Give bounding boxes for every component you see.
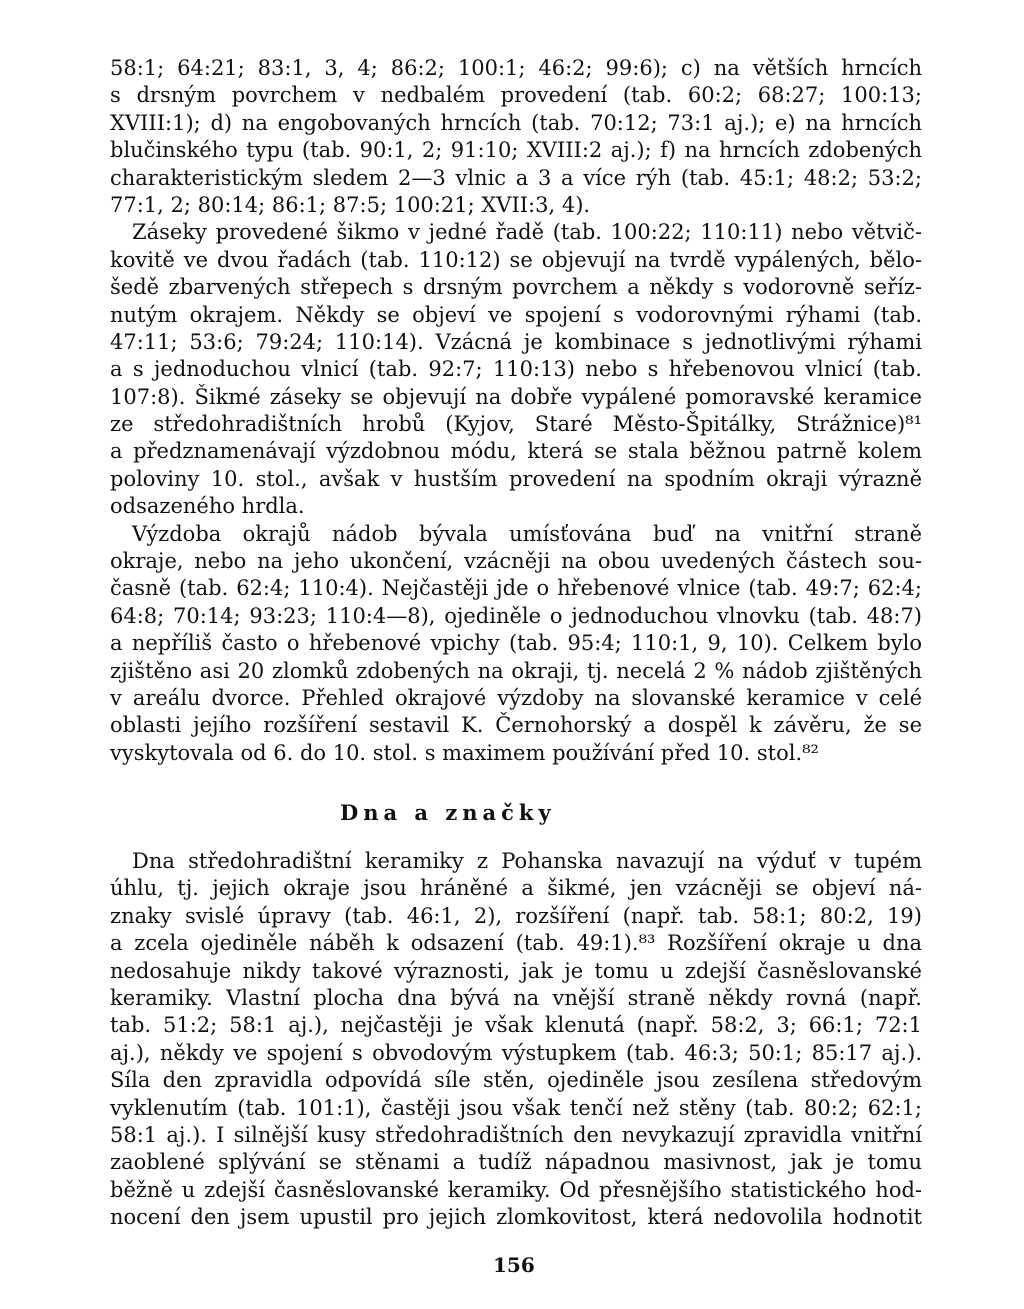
text-line: okraje, nebo na jeho ukončení, vzácněji na obou uvedených částech sou-: [110, 549, 922, 574]
section-heading: Dna a značky: [340, 800, 556, 825]
text-line: nocení den jsem upustil pro jejich zlomkovitost, která nedovolila hodnotit: [110, 1205, 922, 1230]
text-line: XVIII:1); d) na engobovaných hrncích (tab. 70:12; 73:1 aj.); e) na hrncích: [110, 110, 922, 135]
text-line: v areálu dvorce. Přehled okrajové výzdoby na slovanské keramice v celé: [110, 685, 922, 710]
text-line: znaky svislé úpravy (tab. 46:1, 2), rozšíření (např. tab. 58:1; 80:2, 19): [110, 903, 922, 928]
text-line: zjištěno asi 20 zlomků zdobených na okraji, tj. necelá 2 % nádob zjištěných: [110, 658, 922, 683]
text-line: 77:1, 2; 80:14; 86:1; 87:5; 100:21; XVII:3, 4).: [110, 192, 591, 217]
text-line: 107:8). Šikmé záseky se objevují na dobře vypálené pomoravské keramice: [110, 384, 922, 409]
text-line: keramiky. Vlastní plocha dna bývá na vnější straně někdy rovná (např.: [110, 985, 922, 1010]
text-line: a zcela ojediněle náběh k odsazení (tab. 49:1).⁸³ Rozšíření okraje u dna: [110, 931, 922, 956]
text-line: oblasti jejího rozšíření sestavil K. Černohorský a dospěl k závěru, že se: [110, 713, 922, 738]
text-line: blučinského typu (tab. 90:1, 2; 91:10; XVIII:2 aj.); f) na hrncích zdobených: [110, 138, 922, 163]
text-line: a s jednoduchou vlnicí (tab. 92:7; 110:13) nebo s hřebenovou vlnicí (tab.: [110, 357, 922, 382]
text-line: úhlu, tj. jejich okraje jsou hráněné a šikmé, jen vzácněji se objeví ná-: [110, 876, 922, 901]
text-line: 58:1; 64:21; 83:1, 3, 4; 86:2; 100:1; 46:2; 99:6); c) na větších hrncích: [110, 56, 922, 80]
text-line: Výzdoba okrajů nádob bývala umísťována buď na vnitřní straně: [132, 521, 922, 546]
text-line: vyklenutím (tab. 101:1), častěji jsou však tenčí než stěny (tab. 80:2; 62:1;: [110, 1095, 922, 1120]
text-line: nedosahuje nikdy takové výraznosti, jak je tomu u zdejší časněslovanské: [110, 958, 922, 983]
text-line: aj.), někdy ve spojení s obvodovým výstupkem (tab. 46:3; 50:1; 85:17 aj.).: [110, 1040, 922, 1065]
text-line: a nepříliš často o hřebenové vpichy (tab. 95:4; 110:1, 9, 10). Celkem bylo: [110, 631, 922, 656]
text-line: tab. 51:2; 58:1 aj.), nejčastěji je však klenutá (např. 58:2, 3; 66:1; 72:1: [110, 1013, 922, 1038]
text-line: poloviny 10. stol., avšak v hustším provedení na spodním okraji výrazně: [110, 466, 922, 491]
text-line: Dna středohradištní keramiky z Pohanska navazují na výduť v tupém: [132, 849, 922, 873]
text-line: 47:11; 53:6; 79:24; 110:14). Vzácná je kombinace s jednotlivými rýhami: [110, 329, 922, 354]
text-line: charakteristickým sledem 2—3 vlnic a 3 a více rýh (tab. 45:1; 48:2; 53:2;: [110, 165, 922, 190]
text-line: 58:1 aj.). I silnější kusy středohradištních den nevykazují zpravidla vnitřní: [110, 1122, 922, 1147]
text-line: ze středohradištních hrobů (Kyjov, Staré Město-Špitálky, Strážnice)⁸¹: [110, 412, 922, 437]
text-line: Síla den zpravidla odpovídá síle stěn, ojediněle jsou zesílena středovým: [110, 1068, 922, 1093]
text-line: časně (tab. 62:4; 110:4). Nejčastěji jde o hřebenové vlnice (tab. 49:7; 62:4;: [110, 576, 922, 601]
text-line: zaoblené splývání se stěnami a tudíž nápadnou masivnost, jak je tomu: [110, 1150, 922, 1175]
text-line: s drsným povrchem v nedbalém provedení (tab. 60:2; 68:27; 100:13;: [110, 83, 922, 108]
text-line: a předznamenávají výzdobnou módu, která se stala běžnou patrně kolem: [110, 439, 922, 464]
text-line: šedě zbarvených střepech s drsným povrchem a někdy s vodorovně seříz-: [110, 275, 922, 300]
text-line: nutým okrajem. Někdy se objeví ve spojení s vodorovnými rýhami (tab.: [110, 302, 922, 327]
section-text-block: [110, 848, 922, 1231]
text-line: odsazeného hrdla.: [110, 494, 305, 519]
text-line: běžně u zdejší časněslovanské keramiky. Od přesnějšího statistického hod-: [110, 1177, 922, 1202]
page-number: 156: [493, 1253, 535, 1277]
text-line: kovitě ve dvou řadách (tab. 110:12) se objevují na tvrdě vypálených, bělo-: [110, 247, 922, 272]
main-text-block: [110, 55, 922, 767]
text-line: 64:8; 70:14; 93:23; 110:4—8), ojediněle o jednoduchou vlnovku (tab. 48:7): [110, 603, 922, 628]
text-line: vyskytovala od 6. do 10. stol. s maximem používání před 10. stol.⁸²: [110, 740, 819, 765]
text-line: Záseky provedené šikmo v jedné řadě (tab. 100:22; 110:11) nebo větvič-: [132, 220, 922, 245]
